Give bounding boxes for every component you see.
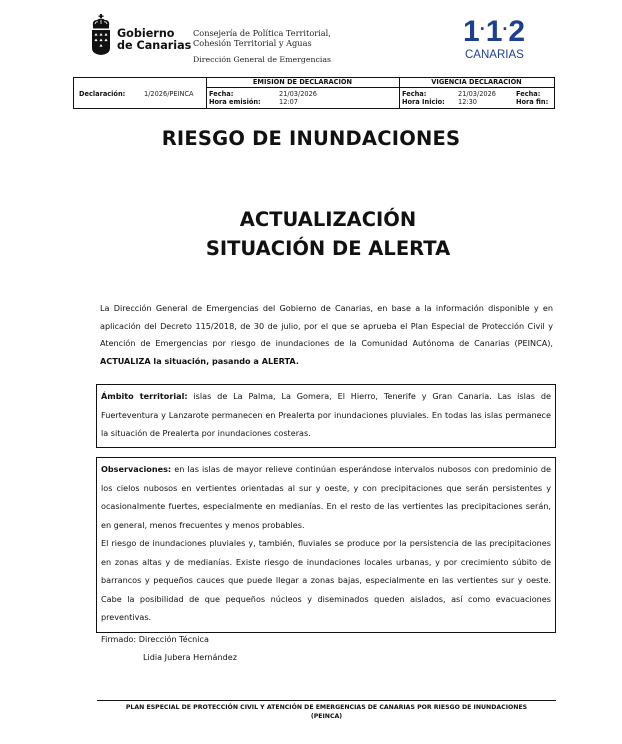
footer-divider — [97, 700, 556, 701]
document-title: RIESGO DE INUNDACIONES — [161, 127, 461, 150]
vigencia-fecha-inicio-value: 21/03/2026 — [458, 90, 497, 98]
logo-112-subtitle: CANARIAS — [465, 49, 524, 61]
separator: · — [502, 19, 508, 39]
vigencia-fecha-inicio-label: Fecha: — [402, 90, 427, 98]
declaracion-value: 1/2026/PEINCA — [144, 90, 194, 98]
emision-hora-value: 12:07 — [279, 98, 299, 106]
emision-hora-label: Hora emisión: — [209, 98, 261, 106]
digit: 1 — [463, 15, 479, 48]
signature-line1: Firmado: Dirección Técnica — [101, 634, 209, 644]
direccion-general: Dirección General de Emergencias — [193, 55, 331, 64]
page-footer — [97, 703, 556, 721]
consejeria-name — [193, 29, 331, 48]
intro-text: La Dirección General de Emergencias del Gobierno de Canarias, en base a la información disponible y en aplicación del Decreto 115/2018, de 30 de julio, por el que se aprueba el Plan Especial de Protección Civil y Atención de Emergencias por riesgo de inundaciones de la Comunidad Autónoma de Canarias (PEINCA), — [100, 303, 553, 349]
emision-header: EMISIÓN DE DECLARACIÓN — [206, 78, 399, 88]
vigencia-hora-inicio-value: 12:30 — [458, 98, 478, 106]
consejeria-line1: Consejería de Política Territorial, — [193, 28, 331, 38]
subtitle-line2: SITUACIÓN DE ALERTA — [205, 237, 451, 260]
logo-112-number — [463, 15, 533, 49]
observaciones-paragraph-1 — [101, 460, 551, 534]
footer-line2: (PEINCA) — [310, 713, 343, 720]
gobierno-canarias-logo — [90, 14, 192, 58]
signature-name: Lidia Jubera Hernández — [143, 651, 238, 662]
gobierno-canarias-wordmark — [117, 28, 191, 52]
logo-line1: Gobierno — [117, 27, 175, 40]
digit: 1 — [485, 15, 502, 48]
intro-paragraph — [100, 300, 553, 370]
observaciones-paragraph-2: El riesgo de inundaciones pluviales y, también, fluviales se produce por la persistencia de las precipitaciones en zonas altas y de medianías. Existe riesgo de inundaciones locales urbanas, y por crecimiento súbito de barrancos y pequeños cauces que puede llegar a zonas bajas, especialmente en las vertientes sur y oeste. Cabe la posibilidad de que pequeños núcleos y diseminados queden aislados, así como evacuaciones preventivas. — [101, 538, 551, 622]
subtitle-line1: ACTUALIZACIÓN — [239, 208, 417, 231]
document-subtitle — [0, 205, 622, 263]
observaciones-text-1: en las islas de mayor relieve continúan esperándose intervalos nubosos con predominio de los cielos nubosos en vertientes orientadas al sur y oeste, y con precipitaciones que serán persistentes y ocasionalmente fuertes, especialmente en medianías. En el resto de las vertientes las precipitaciones serán, en general, menos frecuentes y menos probables. — [101, 464, 551, 530]
logo-112-canarias — [463, 15, 533, 61]
vigencia-header: VIGENCIA DECLARACIÓN — [399, 78, 554, 88]
logo-line2: de Canarias — [117, 39, 192, 52]
ambito-label: Ámbito territorial: — [101, 391, 188, 401]
vigencia-hora-inicio-label: Hora Inicio: — [402, 98, 445, 106]
signature-block — [101, 631, 237, 666]
vigencia-fecha-fin-label: Fecha: — [516, 90, 541, 98]
vigencia-hora-fin-label: Hora fin: — [516, 98, 549, 106]
declaracion-label: Declaración: — [79, 90, 126, 98]
digit: 2 — [508, 15, 525, 48]
observaciones-box — [96, 457, 556, 633]
vigencia-cell — [399, 78, 554, 108]
separator: · — [479, 19, 485, 39]
canary-islands-crest-icon — [90, 14, 112, 56]
declaration-table — [73, 77, 555, 109]
intro-bold-text: ACTUALIZA la situación, pasando a ALERTA. — [100, 355, 299, 366]
observaciones-label: Observaciones: — [101, 464, 172, 474]
ambito-territorial-box — [96, 384, 556, 448]
emision-fecha-value: 21/03/2026 — [279, 90, 318, 98]
declaracion-cell — [74, 78, 207, 108]
emision-fecha-label: Fecha: — [209, 90, 234, 98]
consejeria-line2: Cohesión Territorial y Aguas — [193, 37, 312, 48]
footer-line1: PLAN ESPECIAL DE PROTECCIÓN CIVIL Y ATENCIÓN DE EMERGENCIAS DE CANARIAS POR RIESGO DE INUNDACIONES — [125, 704, 528, 711]
ambito-paragraph — [101, 387, 551, 443]
emision-cell — [206, 78, 400, 108]
ambito-text: islas de La Palma, La Gomera, El Hierro, Tenerife y Gran Canaria. Las islas de Fuerteventura y Lanzarote permanecen en Prealerta por inundaciones pluviales. En todas las islas permanece la situación de Prealerta por inundaciones costeras. — [101, 391, 551, 438]
